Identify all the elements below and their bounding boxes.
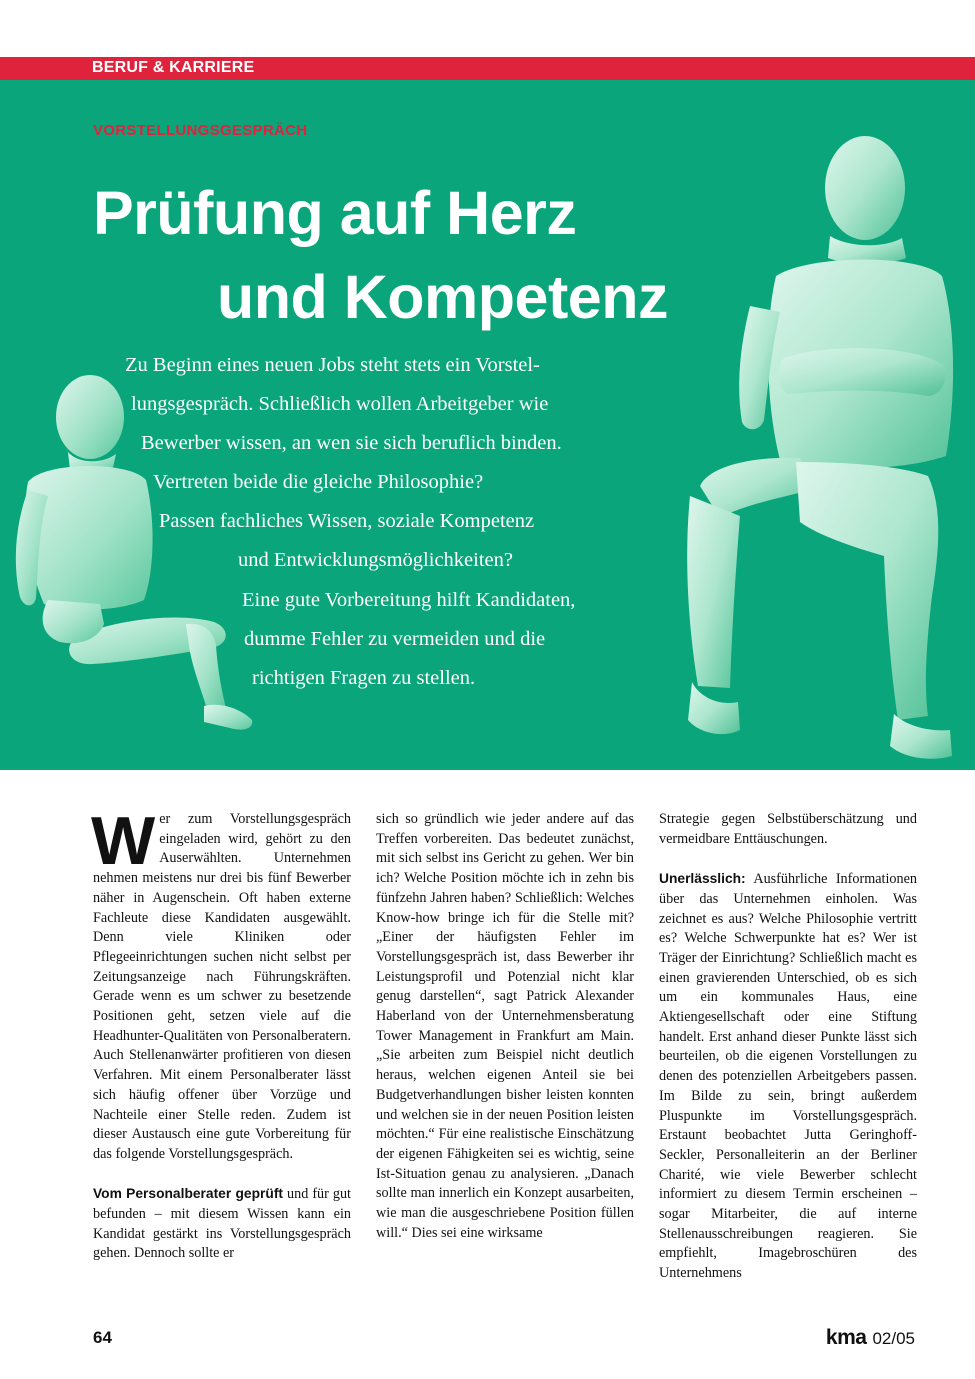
paragraph-text: Strategie gegen Selbstüberschätzung und vermeidbare Enttäuschungen. — [659, 811, 917, 847]
headline-line-2: und Kompetenz — [217, 263, 668, 331]
headline-line-1: Prüfung auf Herz — [93, 179, 577, 247]
paragraph — [91, 803, 351, 1165]
paragraph — [659, 869, 917, 1284]
drop-cap: W — [91, 803, 156, 879]
lead-line-1: Zu Beginn eines neuen Jobs steht stets ein Vorstel- — [125, 354, 540, 376]
magazine-logo: kma — [825, 1326, 867, 1349]
paragraph — [93, 1184, 351, 1264]
footer-masthead — [826, 1326, 915, 1350]
seated-woman-figure-icon — [8, 372, 258, 752]
article-column-1 — [91, 803, 351, 1264]
paragraph-text: und für gut befunden – mit diesem Wissen kann ein Kandidat gestärkt ins Vorstellungsgespräch gehen. Dennoch sollte er — [93, 1186, 351, 1262]
paragraph-text: er zum Vorstellungsgespräch eingeladen wird, gehört zu den Auserwählten. Unternehmen nehmen meistens nur drei bis fünf Bewerber näher in Augenschein. Oft haben externe Fachleute diese Kandidaten ausgewählt. Denn viele Kliniken oder Pflegeeinrichtungen suchen nicht selbst per Zeitungsanzeige nach Führungskräften. Gerade wenn es um schwer zu besetzende Positionen geht, setzen viele auf die Headhunter-Qualitäten von Personalberatern. Auch Stellenanwärter profitieren von diesen Verfahren. Mit einem Personalberater lässt sich häufig offener über Vorzüge und Nachteile einer Stelle reden. Zudem ist dieser Austausch eine gute Vorbereitung für das folgende Vorstellungsgespräch. — [93, 811, 351, 1162]
section-label: BERUF & KARRIERE — [92, 59, 255, 76]
lead-line-4: Vertreten beide die gleiche Philosophie? — [153, 471, 484, 493]
paragraph-text: Ausführliche Informationen über das Unternehmen einholen. Was zeichnet es aus? Welche Philosophie vertritt es? Welche Schwerpunkte hat es? Wer ist Träger der Einrichtung? Schließlich macht es einen gravierenden Unterschied, ob es sich um ein kommunales Haus, eine Aktiengesellschaft oder eine Stiftung handelt. Erst anhand dieser Punkte lässt sich beurteilen, ob die eigenen Vorstellungen zu denen des potenziellen Arbeitgebers passen. Im Bilde zu sein, bringt außerdem Pluspunkte im Vorstellungsgespräch. Erstaunt beobachtet Jutta Geringhoff-Seckler, Personalleiterin an der Berliner Charité, wie viele Bewerber schlecht informiert zu diesem Termin erscheinen – sogar Mitarbeiter, die auf interne Stellenausschreibungen reagieren. Sie empfiehlt, Imagebroschüren des Unternehmens — [659, 871, 917, 1282]
lead-line-3: Bewerber wissen, an wen sie sich beruflich binden. — [141, 432, 562, 454]
issue-number: 02/05 — [872, 1329, 915, 1348]
article-column-3 — [659, 810, 917, 1284]
lead-in-bold: Vom Personalberater geprüft — [93, 1186, 284, 1202]
lead-line-8: dumme Fehler zu vermeiden und die — [244, 628, 546, 650]
hero-banner — [0, 80, 975, 770]
lead-line-2: lungsgespräch. Schließlich wollen Arbeitgeber wie — [131, 393, 549, 415]
article-column-2 — [376, 810, 634, 1243]
kicker: VORSTELLUNGSGESPRÄCH — [93, 122, 308, 139]
lead-line-5: Passen fachliches Wissen, soziale Kompetenz — [159, 510, 535, 532]
section-bar — [0, 57, 975, 80]
lead-in-bold: Unerlässlich: — [659, 871, 746, 887]
lead-line-7: Eine gute Vorbereitung hilft Kandidaten, — [242, 589, 576, 611]
seated-man-figure-icon — [680, 126, 970, 766]
lead-line-6: und Entwicklungsmöglichkeiten? — [238, 549, 513, 571]
page-number: 64 — [93, 1328, 112, 1347]
paragraph-text: sich so gründlich wie jeder andere auf das Treffen vorbereiten. Das bedeutet zunächst, mit sich selbst ins Gericht zu gehen. Wer bin ich? Welche Position möchte ich in zehn bis fünfzehn Jahren haben? Schließlich: Welches Know-how bringe ich für die Stelle mit? „Einer der häufigsten Fehler im Vorstellungsgespräch ist, dass Bewerber ihr Leistungsprofil und Potenzial nicht klar genug darstellen“, sagt Patrick Alexander Haberland von der Unternehmensberatung Tower Management in Frankfurt am Main. „Sie arbeiten zum Beispiel nicht deutlich heraus, welchen eigenen Anteil sie bei Budgetverhandlungen bisher leisten konnten und welchen sie in der neuen Position leisten möchten.“ Für eine realistische Einschätzung der eigenen Fähigkeiten sei es wichtig, seine Ist-Situation genau zu analysieren. „Danach sollte man innerlich ein Konzept ausarbeiten, wie man die ausgeschriebene Position füllen will.“ Dies sei eine wirksame — [376, 811, 634, 1241]
lead-line-9: richtigen Fragen zu stellen. — [252, 667, 476, 689]
